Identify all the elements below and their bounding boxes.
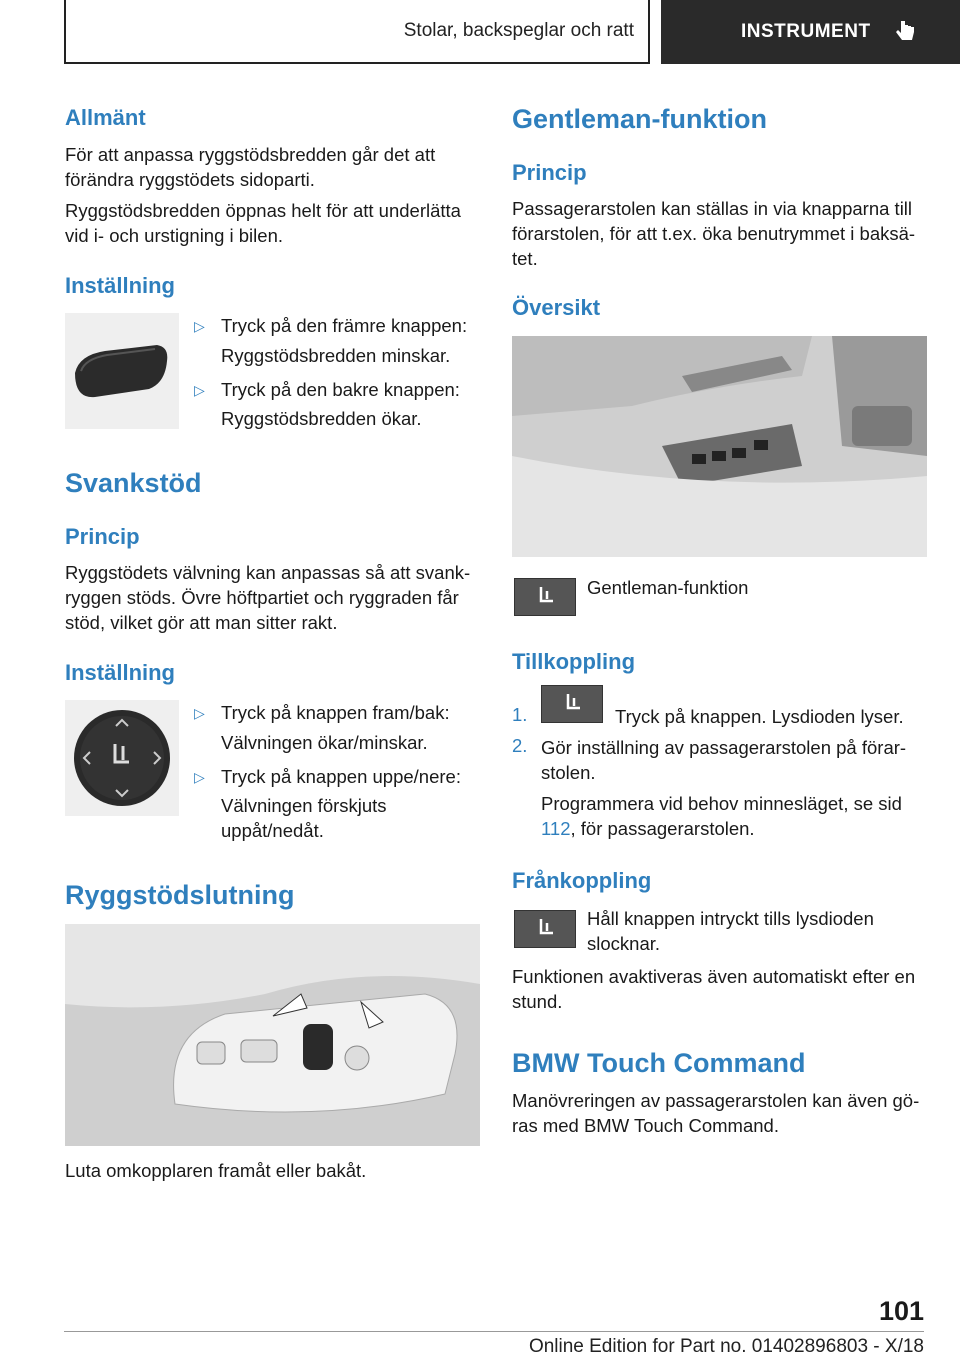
- header-section-title: Stolar, backspeglar och ratt: [64, 0, 650, 64]
- oversikt-heading: Översikt: [512, 295, 601, 320]
- seat-width-button-image: [65, 313, 179, 429]
- step2-extra-pre: Programmera vid behov minnesläget, se sid: [541, 793, 902, 814]
- bullet-triangle-icon: ▷: [194, 382, 205, 398]
- footer-divider: [64, 1331, 924, 1332]
- gentleman-button-icon: [541, 685, 603, 723]
- tillkoppling-heading: Tillkoppling: [512, 649, 636, 674]
- bullet-triangle-icon: ▷: [194, 318, 205, 334]
- touch-heading: BMW Touch Command: [512, 1048, 806, 1078]
- page-number: 101: [878, 1296, 924, 1326]
- inst2-item2: Tryck på knappen uppe/nere:: [221, 766, 461, 787]
- step-number: 2.: [512, 735, 528, 756]
- oversikt-icon-label: Gentleman-funktion: [587, 577, 749, 598]
- footer-edition: Online Edition for Part no. 01402896803 - X/18: [528, 1336, 924, 1357]
- inst2-item2-result: Välvningen förskjuts uppåt/nedåt.: [221, 795, 387, 841]
- inst1-item2-result: Ryggstödsbredden ökar.: [221, 408, 422, 429]
- inst2-item1: Tryck på knappen fram/bak:: [221, 702, 450, 723]
- hand-pointer-icon: [893, 19, 917, 45]
- gentleman-button-icon: [514, 910, 576, 948]
- door-panel-image: [512, 336, 927, 557]
- frankoppling-heading: Frånkoppling: [512, 868, 652, 893]
- installning2-heading: Inställning: [65, 660, 175, 685]
- allmant-p1: För att anpassa ryggstödsbredden går det att förändra ryggstödets sidoparti.: [65, 144, 436, 190]
- allmant-heading: Allmänt: [65, 105, 146, 130]
- inst1-item1: Tryck på den främre knappen:: [221, 315, 468, 336]
- page-link[interactable]: 112: [541, 818, 571, 839]
- ryggstodslutning-heading: Ryggstödslutning: [65, 880, 295, 910]
- bullet-triangle-icon: ▷: [194, 769, 205, 785]
- inst2-item1-result: Välvningen ökar/minskar.: [221, 732, 428, 753]
- svankstod-p1: Ryggstödets välvning kan anpassas så att svank-ryggen stöds. Övre höftpartiet och ryggraden får stöd, vilket gör att man sitter rakt.: [65, 562, 471, 633]
- touch-p1: Manövreringen av passagerarstolen kan även gö-ras med BMW Touch Command.: [512, 1090, 920, 1136]
- bullet-triangle-icon: ▷: [194, 705, 205, 721]
- header-chapter[interactable]: [661, 0, 960, 64]
- seat-controls-image: [65, 924, 480, 1146]
- step2-extra-post: , för passagerarstolen.: [570, 818, 755, 839]
- gentleman-p1: Passagerarstolen kan ställas in via knapparna till förarstolen, för att t.ex. öka benutrymmet i baksä-tet.: [512, 198, 916, 269]
- step1-text: Tryck på knappen. Lysdioden lyser.: [615, 706, 904, 727]
- frankoppling-p1: Funktionen avaktiveras även automatiskt efter en stund.: [512, 966, 916, 1012]
- inst1-item2: Tryck på den bakre knappen:: [221, 379, 460, 400]
- gentleman-heading: Gentleman-funktion: [512, 104, 767, 134]
- svankstod-heading: Svankstöd: [65, 468, 202, 498]
- gentleman-princip: Princip: [512, 160, 587, 185]
- inst1-item1-result: Ryggstödsbredden minskar.: [221, 345, 451, 366]
- ryggstodslutning-caption: Luta omkopplaren framåt eller bakåt.: [65, 1160, 367, 1181]
- lumbar-button-image: [65, 700, 179, 816]
- chapter-label: INSTRUMENT: [741, 21, 871, 42]
- frankoppling-icon-text: Håll knappen intryckt tills lysdioden slocknar.: [587, 908, 874, 954]
- gentleman-function-icon: [514, 578, 576, 616]
- step2-text: Gör inställning av passagerarstolen på förar-stolen.: [541, 737, 907, 783]
- step2-extra: [541, 791, 931, 841]
- installning1-heading: Inställning: [65, 273, 175, 298]
- svankstod-princip: Princip: [65, 524, 140, 549]
- step-number: 1.: [512, 704, 528, 725]
- allmant-p2: Ryggstödsbredden öppnas helt för att underlätta vid i- och urstigning i bilen.: [65, 200, 461, 246]
